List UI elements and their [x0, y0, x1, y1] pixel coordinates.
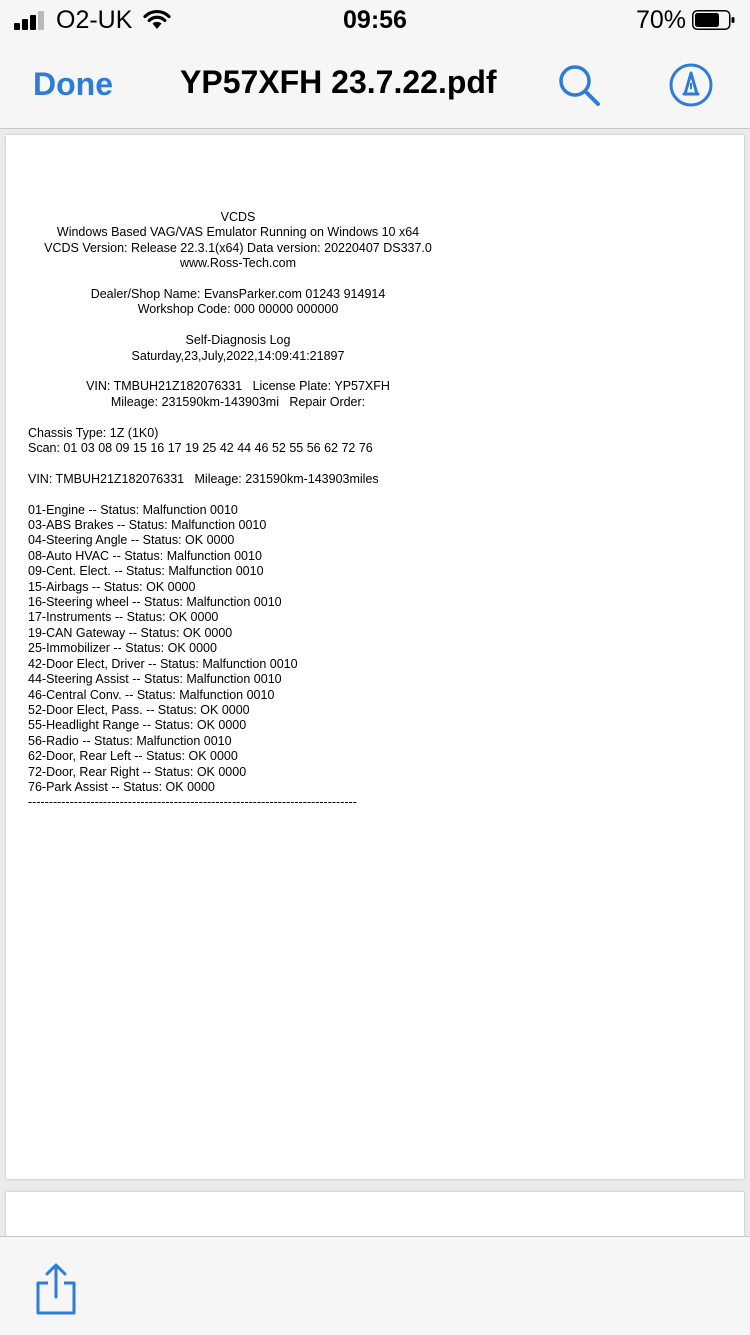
battery-percent: 70%: [635, 6, 686, 34]
module-status: 55-Headlight Range -- Status: OK 0000: [28, 718, 247, 733]
search-icon[interactable]: [556, 62, 602, 108]
report-app-name: VCDS: [220, 210, 256, 224]
dealer-shop-name: Dealer/Shop Name: EvansParker.com 01243 914914: [90, 287, 386, 302]
module-status: 01-Engine -- Status: Malfunction 0010: [28, 502, 238, 517]
workshop-code: Workshop Code: 000 00000 000000: [137, 302, 339, 317]
document-title: YP57XFH 23.7.22.pdf: [180, 64, 497, 100]
module-status: 44-Steering Assist -- Status: Malfunction 0010: [28, 672, 282, 687]
chassis-type: Chassis Type: 1Z (1K0): [28, 425, 159, 440]
navigation-bar: [0, 42, 750, 129]
log-date: Saturday,23,July,2022,14:09:41:21897: [131, 348, 345, 363]
report-website: www.Ross-Tech.com: [180, 256, 296, 271]
module-status: 56-Radio -- Status: Malfunction 0010: [28, 733, 232, 748]
module-status: 15-Airbags -- Status: OK 0000: [28, 579, 196, 594]
module-status: 42-Door Elect, Driver -- Status: Malfunction 0010: [28, 656, 298, 671]
separator-line: -------------------------------------------------------------------------------: [28, 795, 357, 810]
pdf-page[interactable]: [6, 135, 744, 1179]
module-status: 76-Park Assist -- Status: OK 0000: [28, 779, 215, 794]
done-button[interactable]: Done: [33, 66, 113, 102]
module-status: 19-CAN Gateway -- Status: OK 0000: [28, 625, 233, 640]
battery-icon: [692, 10, 736, 30]
module-status: 52-Door Elect, Pass. -- Status: OK 0000: [28, 702, 250, 717]
clock: 09:56: [343, 6, 407, 34]
share-icon[interactable]: [34, 1263, 78, 1315]
scan-list: Scan: 01 03 08 09 15 16 17 19 25 42 44 46 52 55 56 62 72 76: [28, 441, 373, 456]
report-subtitle: Windows Based VAG/VAS Emulator Running on Windows 10 x64: [56, 225, 420, 240]
module-status: 16-Steering wheel -- Status: Malfunction 0010: [28, 595, 282, 610]
module-status: 17-Instruments -- Status: OK 0000: [28, 610, 219, 625]
vcds-log-text: [28, 210, 448, 811]
module-status: 03-ABS Brakes -- Status: Malfunction 0010: [28, 518, 267, 533]
carrier-name: O2-UK: [56, 6, 133, 34]
vin-mileage: VIN: TMBUH21Z182076331 Mileage: 231590km-143903miles: [28, 471, 379, 486]
log-title: Self-Diagnosis Log: [185, 333, 291, 348]
markup-pen-icon[interactable]: [668, 62, 714, 108]
module-status: 72-Door, Rear Right -- Status: OK 0000: [28, 764, 247, 779]
mileage-repair-order: Mileage: 231590km-143903mi Repair Order:: [110, 394, 366, 409]
status-bar: [0, 0, 750, 42]
module-status: 46-Central Conv. -- Status: Malfunction 0010: [28, 687, 275, 702]
module-status: 09-Cent. Elect. -- Status: Malfunction 0010: [28, 564, 264, 579]
module-status: 25-Immobilizer -- Status: OK 0000: [28, 641, 217, 656]
bottom-toolbar: [0, 1236, 750, 1335]
module-status: 04-Steering Angle -- Status: OK 0000: [28, 533, 235, 548]
report-version: VCDS Version: Release 22.3.1(x64) Data version: 20220407 DS337.0: [44, 240, 432, 255]
vin-plate: VIN: TMBUH21Z182076331 License Plate: YP57XFH: [86, 379, 390, 394]
module-status: 08-Auto HVAC -- Status: Malfunction 0010: [28, 548, 262, 563]
module-status: 62-Door, Rear Left -- Status: OK 0000: [28, 749, 238, 764]
